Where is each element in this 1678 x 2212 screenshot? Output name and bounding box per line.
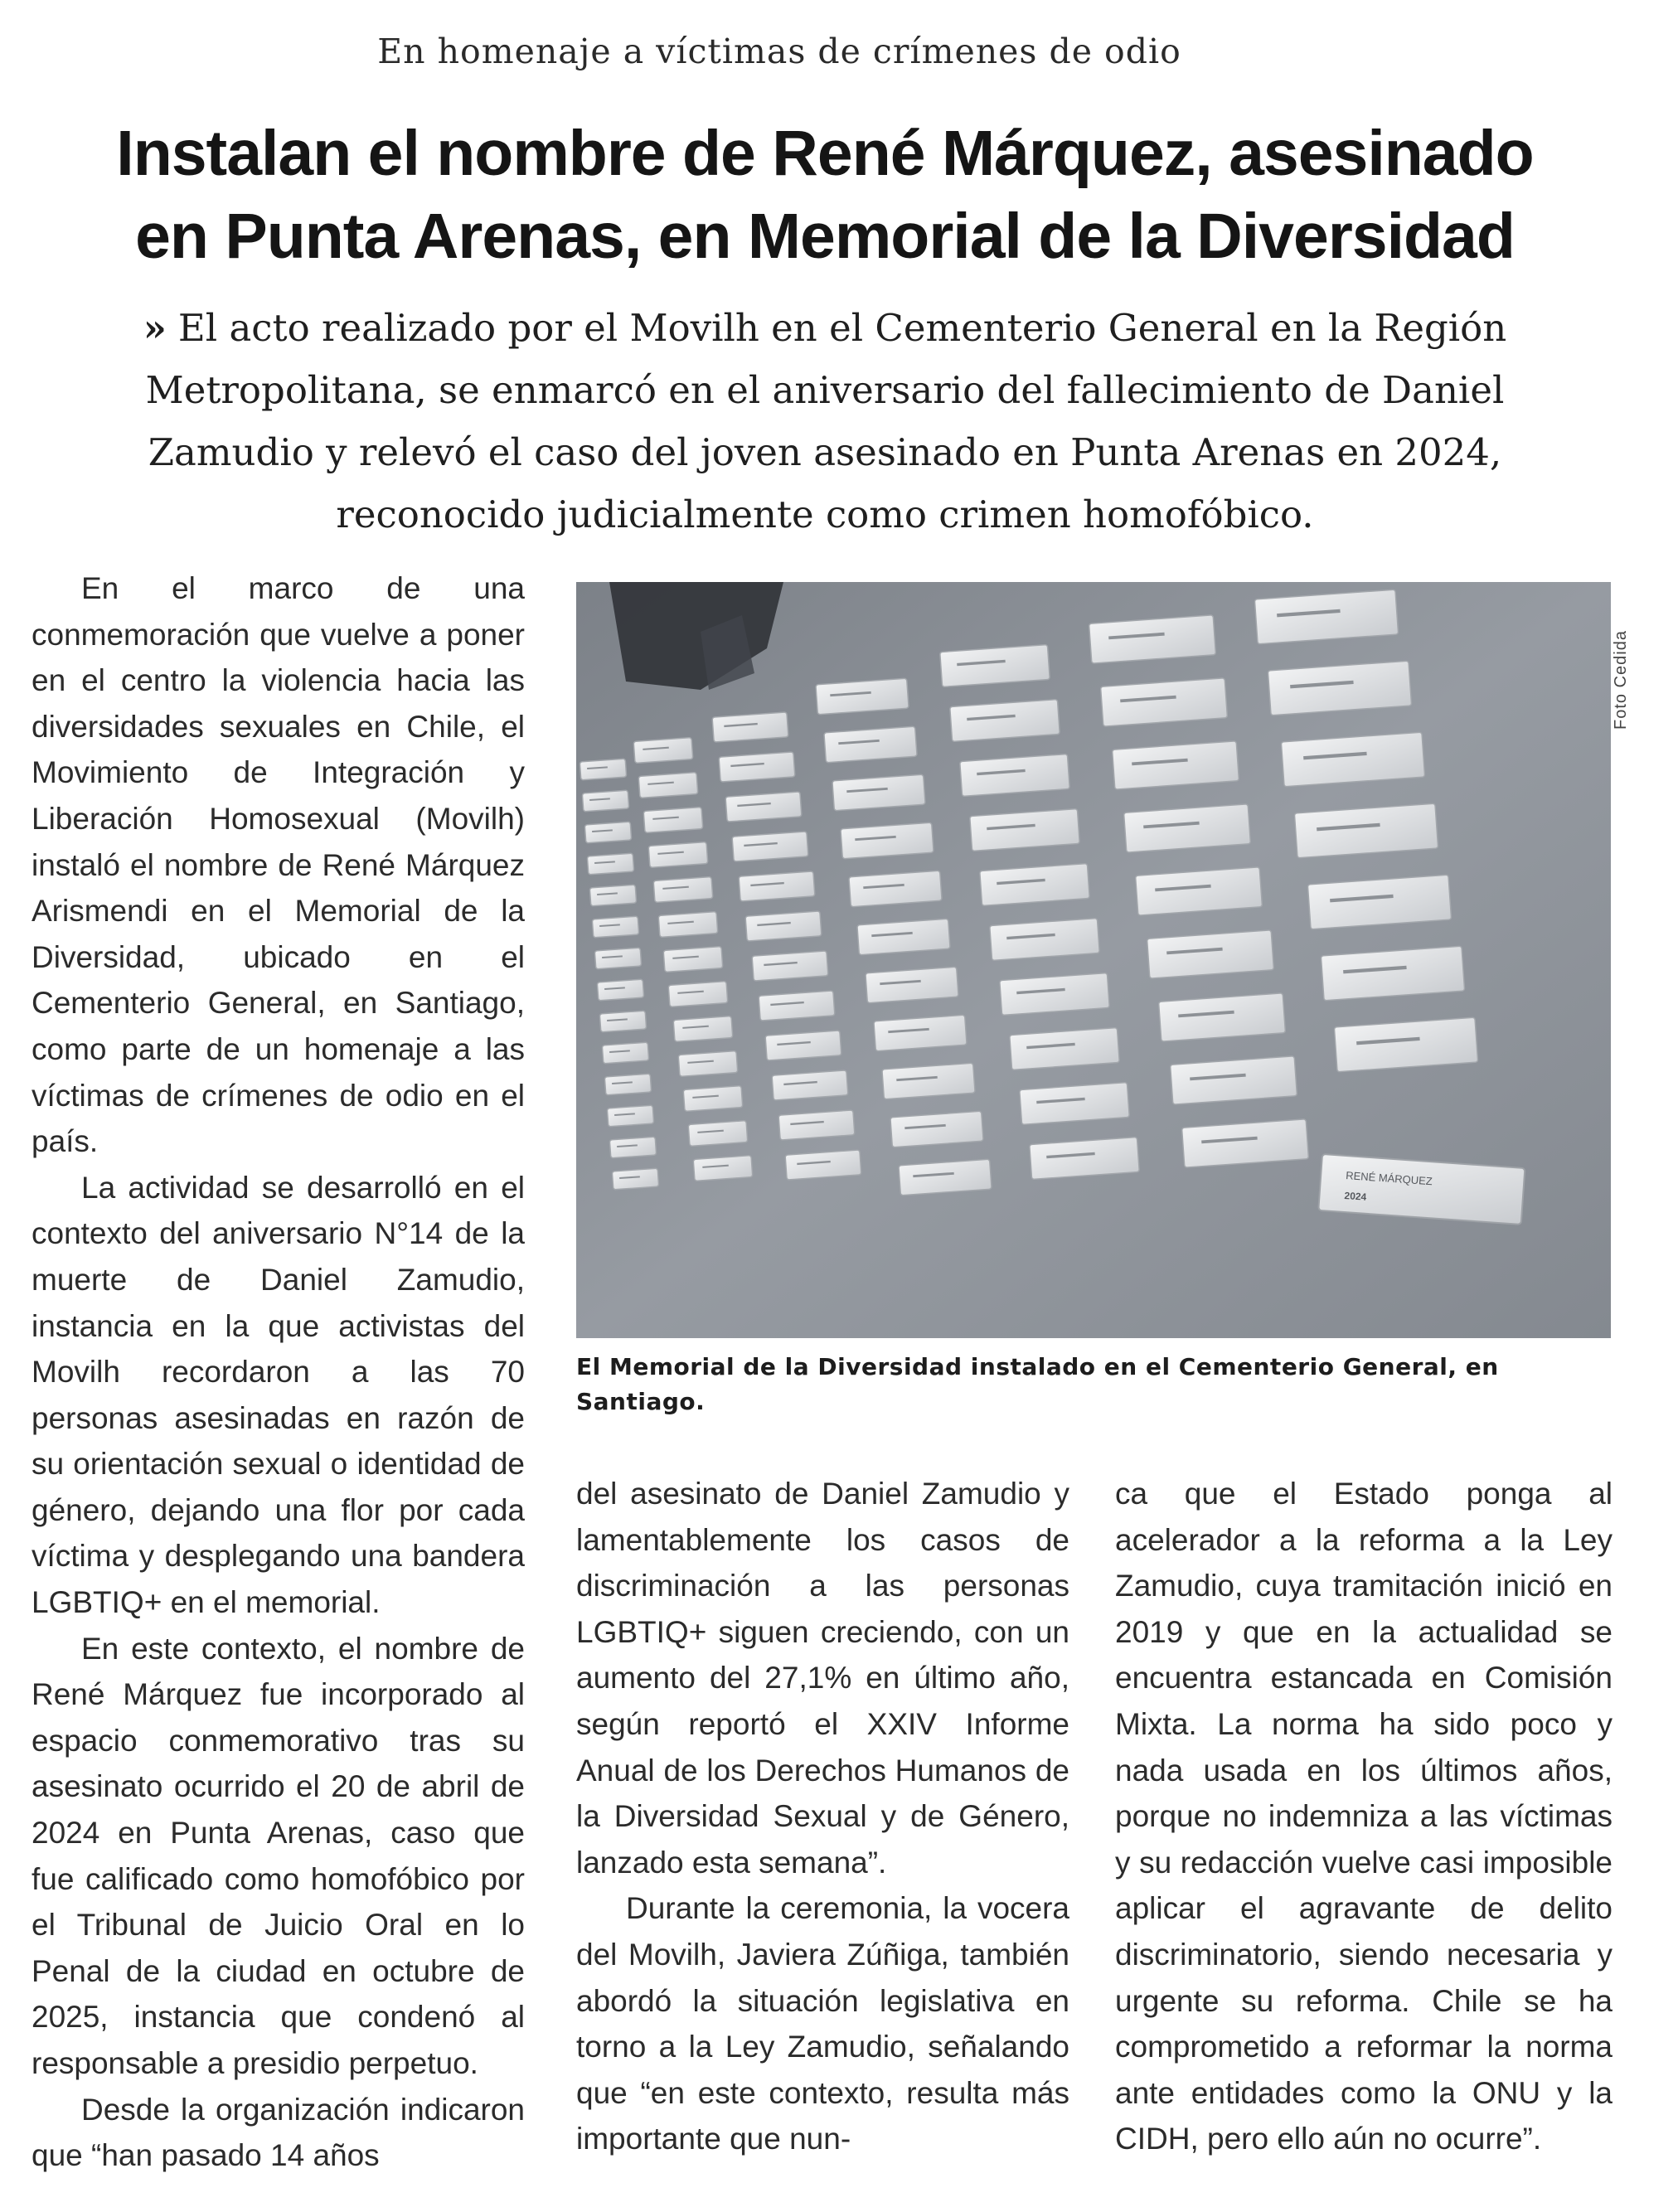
memorial-plaque [1124,804,1251,852]
memorial-plaque [612,1168,658,1190]
deck-arrow-icon: » [143,306,167,350]
memorial-plaque [638,773,698,798]
body-paragraph: Durante la ceremonia, la vocera del Movilh, Javiera Zúñiga, también abordó la situación legislativa en torno a la Ley Zamudio, señalando que “en este contexto, resulta más importante que nun- [576,1891,1069,2156]
memorial-plaque [1321,946,1464,1001]
memorial-plaque [673,1016,733,1042]
body-paragraph: En este contexto, el nombre de René Márquez fue incorporado al espacio conmemorativo tras su asesinato ocurrido el 20 de abril de 2024 en Punta Arenas, caso que fue calificado como homofóbico por el Tribunal de Juicio Oral en lo Penal de la ciudad en octubre de 2025, instancia que condenó al responsable a presidio perpetuo. [32,1631,525,2080]
memorial-plaque [739,871,815,901]
memorial-plaque [778,1110,855,1140]
memorial-plaque [597,979,643,1001]
memorial-plaque [678,1051,738,1077]
memorial-plaque [582,790,628,812]
body-paragraph: En el marco de una conmemoración que vuelve a poner en el centro la violencia hacia las diversidades sexuales en Chile, el Movimiento de Integración y Liberación Homosexual (Movilh) instaló el nombre de René Márquez Arismendi en el Memorial de la Diversidad, ubicado en el Cementerio General, en Santiago, como parte de un homenaje a las víctimas de crímenes de odio en el país. [32,571,525,1159]
body-paragraph: del asesinato de Daniel Zamudio y lamentablemente los casos de discriminación a las personas LGBTIQ+ siguen creciendo, con un aumento del 27,1% en último año, según reportó el XXIV Informe Anual de los Derechos Humanos de la Diversidad Sexual y de Género, lanzado esta semana”. [576,1477,1069,1880]
memorial-plaque [594,948,641,969]
deck-text: El acto realizado por el Movilh en el Cementerio General en la Región Metropolitana, se enmarcó en el aniversario del fallecimiento de Daniel Zamudio y relevó el caso del joven asesinado en Punta Arenas en 2024, reconocido judicialmente como crimen homofóbico. [145,306,1507,536]
memorial-plaque [785,1150,861,1180]
memorial-plaque [643,808,703,833]
memorial-plaque [587,853,633,875]
memorial-plaque [1101,678,1228,726]
memorial-plaque [759,991,835,1021]
memorial-plaque [1010,1028,1120,1070]
article-deck [141,297,1509,546]
memorial-plaque [688,1121,748,1147]
memorial-plaque [633,738,693,764]
body-column-3 [1115,1471,1613,2162]
memorial-plaque [732,832,808,861]
body-paragraph: Desde la organización indicaron que “han pasado 14 años [32,2092,525,2173]
memorial-plaque [663,947,723,973]
memorial-plaque [1136,867,1263,915]
article-headline [99,112,1550,278]
memorial-plaque [874,1015,967,1051]
memorial-plaque [1281,732,1424,787]
headline-line-2: en Punta Arenas, en Memorial de la Diversidad [135,201,1515,272]
memorial-plaque [1294,803,1438,858]
memorial-plaque [683,1086,743,1112]
plaque-year-text: 2024 [1344,1189,1367,1203]
memorial-plaque [816,678,909,715]
memorial-plaque [589,885,636,906]
memorial-plaque [607,1105,653,1127]
memorial-plaque [832,774,925,811]
memorial-plaque [1089,615,1216,663]
photo-credit: Foto Cedida [1612,630,1630,730]
memorial-plaque [882,1063,975,1099]
memorial-plaque [693,1156,753,1181]
memorial-plaque [899,1159,992,1196]
memorial-plaque [1268,661,1411,716]
memorial-plaque [1030,1138,1140,1180]
body-column-2 [576,1471,1069,2162]
body-paragraph: ca que el Estado ponga al acelerador a la reforma a la Ley Zamudio, cuya tramitación inició en 2019 y que en la actualidad se encuentra estancada en Comisión Mixta. La norma ha sido poco y nada usada en los últimos años, porque no indemniza a las víctimas y su redacción vuelve casi imposible aplicar el agravante de delito discriminatorio, siendo necesaria y urgente su reforma. Chile se ha comprometido a reformar la norma ante entidades como la ONU y la CIDH, pero ello aún no ocurre”. [1115,1477,1613,2156]
memorial-plaque [602,1042,648,1064]
memorial-plaque [719,752,795,782]
memorial-plaque [950,700,1060,742]
memorial-plaque [849,871,942,907]
memorial-plaque [1182,1119,1309,1167]
memorial-plaque [1171,1056,1297,1104]
headline-line-1: Instalan el nombre de René Márquez, asesinado [116,118,1534,189]
memorial-plaque [752,951,828,981]
body-paragraph: La actividad se desarrolló en el contexto del aniversario N°14 de la muerte de Daniel Zamudio, instancia en la que activistas del Movilh recordaron a las 70 personas asesinadas en razón de su orientación sexual o identidad de género, dejando una flor por cada víctima y desplegando una bandera LGBTIQ+ en el memorial. [32,1170,525,1620]
memorial-plaque [1000,973,1110,1016]
memorial-plaque [980,864,1090,906]
memorial-plaque [745,911,822,941]
memorial-plaque [1147,930,1274,978]
memorial-plaque [857,919,950,955]
memorial-plaque [648,842,708,868]
memorial-plaque [960,754,1070,797]
memorial-plaque [584,822,631,843]
body-column-1 [32,565,525,2179]
memorial-plaque [940,645,1050,687]
memorial-plaque [592,916,638,938]
memorial-plaque [841,822,934,859]
memorial-plaque [609,1137,656,1158]
memorial-plaque [1159,993,1286,1041]
memorial-plaque [765,1031,841,1060]
memorial-plaques-illustration [576,582,1611,1338]
memorial-photo [576,582,1611,1338]
memorial-plaque [824,726,917,763]
memorial-plaque [658,912,718,938]
memorial-plaque [890,1111,983,1147]
memorial-plaque [668,982,728,1007]
article-kicker: En homenaje a víctimas de crímenes de odio [377,32,1181,71]
memorial-plaque [866,967,958,1003]
memorial-plaque [725,792,802,822]
memorial-plaque [1020,1083,1130,1125]
memorial-plaque [580,759,626,780]
memorial-plaque [772,1070,848,1100]
memorial-plaque [599,1011,646,1032]
memorial-plaque [1113,741,1239,789]
plaque-name-text: RENÉ MÁRQUEZ [1345,1169,1433,1188]
memorial-plaque [990,919,1100,961]
memorial-plaque [970,809,1080,851]
memorial-plaque [1254,589,1398,644]
memorial-plaque [1334,1017,1477,1072]
memorial-plaque [1307,875,1451,929]
memorial-plaque [712,712,788,742]
memorial-plaque [604,1074,651,1095]
memorial-plaque [653,877,713,903]
photo-caption: El Memorial de la Diversidad instalado en el Cementerio General, en Santiago. [576,1353,1499,1415]
